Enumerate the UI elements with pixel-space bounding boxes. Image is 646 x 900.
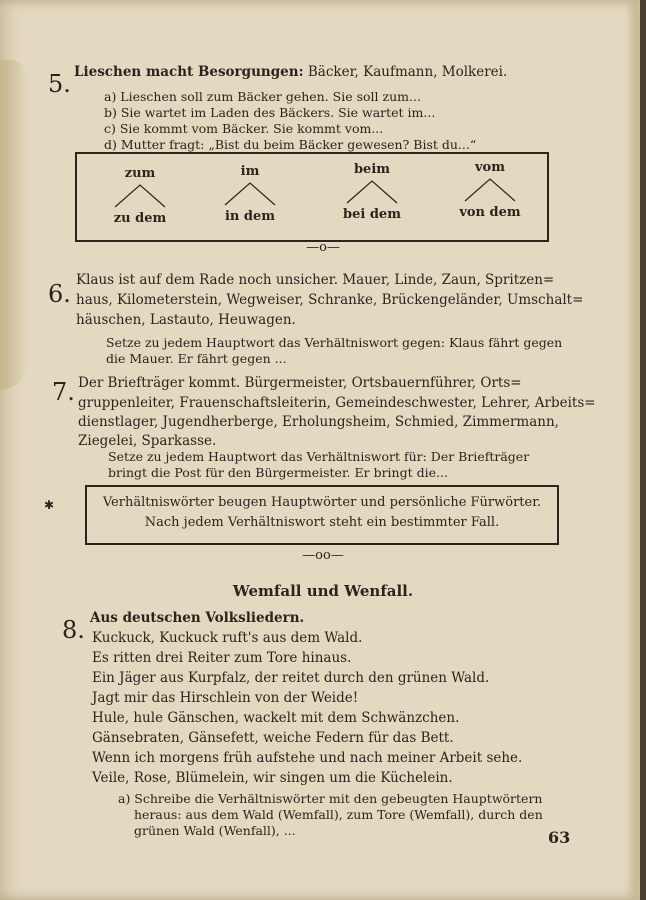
section-5-item-c: c) Sie kommt vom Bäcker. Sie kommt vom... <box>104 121 384 136</box>
section-6-task-2: die Mauer. Er fährt gegen ... <box>106 351 287 366</box>
contraction-beim <box>317 162 427 222</box>
section-7-line-4: Ziegelei, Sparkasse. <box>78 433 217 449</box>
song-line-5: Hule, hule Gänschen, wackelt mit dem Schwänzchen. <box>92 710 460 726</box>
contraction-long: in dem <box>224 209 276 224</box>
section-7-task-2: bringt die Post für den Bürgermeister. Er bringt die... <box>108 465 448 480</box>
separator-2: —oo— <box>302 548 344 563</box>
split-lines <box>460 177 520 203</box>
section-8-number: 8. <box>62 616 85 644</box>
section-5-words: Bäcker, Kaufmann, Molkerei. <box>307 64 508 80</box>
contraction-long: von dem <box>459 205 521 220</box>
split-lines <box>110 183 170 209</box>
section-6-line-1: Klaus ist auf dem Rade noch unsicher. Mauer, Linde, Zaun, Spritzen= <box>76 272 555 288</box>
section-7-line-2: gruppenleiter, Frauenschaftsleiterin, Gemeindeschwester, Lehrer, Arbeits= <box>78 395 596 411</box>
contraction-box <box>75 152 549 242</box>
section-7-task-1: Setze zu jedem Hauptwort das Verhältniswort für: Der Briefträger <box>108 449 530 464</box>
section-8-task-2: heraus: aus dem Wald (Wemfall), zum Tore (Wemfall), durch den <box>134 807 543 822</box>
section-7-number: 7. <box>52 378 75 406</box>
contraction-short: vom <box>475 160 505 175</box>
song-line-4: Jagt mir das Hirschlein von der Weide! <box>92 690 359 706</box>
rule-line-1: Verhältniswörter beugen Hauptwörter und persönliche Fürwörter. <box>102 495 542 510</box>
contraction-short: im <box>240 164 260 179</box>
song-line-7: Wenn ich morgens früh aufstehe und nach meiner Arbeit sehe. <box>92 750 523 766</box>
song-line-8: Veile, Rose, Blümelein, wir singen um die Küchelein. <box>92 770 453 786</box>
split-lines <box>220 181 280 207</box>
section-7-line-3: dienstlager, Jugendherberge, Erholungsheim, Schmied, Zimmermann, <box>78 414 559 430</box>
section-6-line-3: häuschen, Lastauto, Heuwagen. <box>76 312 296 328</box>
contraction-zum <box>85 166 195 226</box>
rule-box <box>85 485 559 545</box>
contraction-short: beim <box>353 162 391 177</box>
section-5-title-line <box>74 64 507 81</box>
ink-mark-icon: ✱ <box>44 498 55 512</box>
section-5-item-b: b) Sie wartet im Laden des Bäckers. Sie wartet im... <box>104 105 436 120</box>
page-edge <box>626 0 640 900</box>
section-6-task-1: Setze zu jedem Hauptwort das Verhältniswort gegen: Klaus fährt gegen <box>106 335 563 350</box>
section-8-task-1: a) Schreibe die Verhältniswörter mit den gebeugten Hauptwörtern <box>118 791 543 806</box>
contraction-vom <box>435 160 545 220</box>
separator-1: —o— <box>306 240 340 255</box>
section-5-number: 5. <box>48 70 71 98</box>
contraction-long: bei dem <box>343 207 401 222</box>
split-lines <box>342 179 402 205</box>
section-8-task-3: grünen Wald (Wenfall), ... <box>134 823 296 838</box>
page-number: 63 <box>548 828 571 847</box>
song-line-1: Kuckuck, Kuckuck ruft's aus dem Wald. <box>92 630 363 646</box>
section-5-item-a: a) Lieschen soll zum Bäcker gehen. Sie soll zum... <box>104 89 421 104</box>
section-heading: Wemfall und Wenfall. <box>232 582 414 600</box>
section-5-item-d: d) Mutter fragt: „Bist du beim Bäcker gewesen? Bist du...“ <box>104 137 477 152</box>
contraction-short: zum <box>124 166 156 181</box>
paper-stain <box>0 60 28 390</box>
section-7-line-1: Der Briefträger kommt. Bürgermeister, Ortsbauernführer, Orts= <box>78 375 522 391</box>
contraction-im <box>195 164 305 224</box>
rule-line-2: Nach jedem Verhältniswort steht ein bestimmter Fall. <box>144 515 500 530</box>
section-6-number: 6. <box>48 280 71 308</box>
contraction-long: zu dem <box>113 211 167 226</box>
song-line-2: Es ritten drei Reiter zum Tore hinaus. <box>92 650 352 666</box>
section-6-line-2: haus, Kilometerstein, Wegweiser, Schranke, Brückengeländer, Umschalt= <box>76 292 584 308</box>
song-line-6: Gänsebraten, Gänsefett, weiche Federn für das Bett. <box>92 730 454 746</box>
section-5-title: Lieschen macht Besorgungen: <box>74 64 304 80</box>
section-8-title: Aus deutschen Volksliedern. <box>90 610 305 626</box>
song-line-3: Ein Jäger aus Kurpfalz, der reitet durch den grünen Wald. <box>92 670 490 686</box>
